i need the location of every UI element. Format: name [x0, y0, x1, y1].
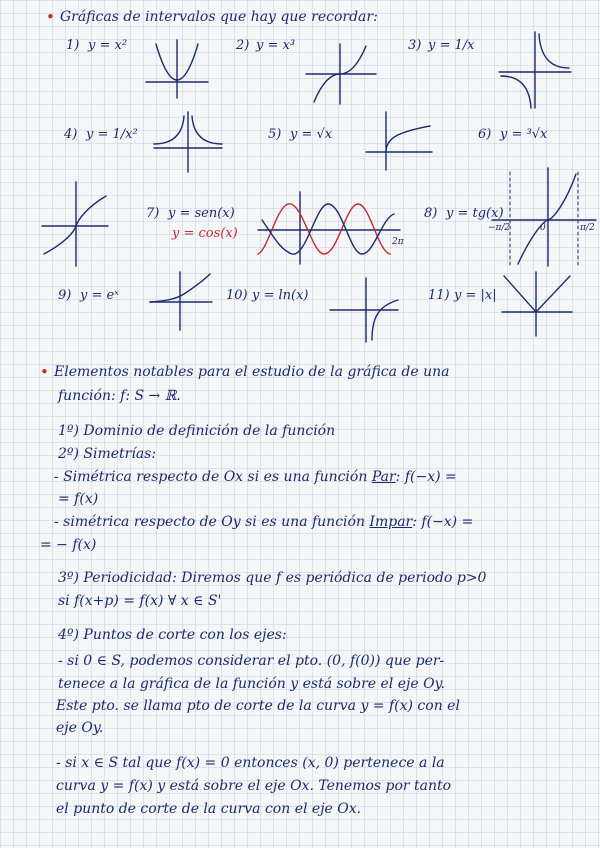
item-number: 1): [66, 38, 80, 53]
periodicity-cont: si f(x+p) = f(x) ∀ x ∈ S': [58, 593, 222, 609]
formula-sin: y = sen(x): [168, 206, 235, 221]
point-symmetry: 2º) Simetrías:: [58, 446, 157, 462]
formula-x3: y = x³: [256, 38, 296, 53]
intercept-oy-text: Este pto. se llama pto de corte de la curva y = f(x) con el: [56, 698, 460, 714]
label-2pi: 2π: [392, 237, 404, 247]
formula-cos: y = cos(x): [172, 226, 238, 241]
item-number: 7): [146, 206, 160, 221]
bullet: •: [46, 8, 55, 26]
label-neg-half-pi: −π/2: [488, 223, 511, 233]
item-number: 10): [226, 288, 248, 303]
symmetry-odd-cont: = − f(x): [40, 537, 97, 553]
section-title: Gráficas de intervalos que hay que recordar:: [60, 9, 378, 25]
point-intercepts: 4º) Puntos de corte con los ejes:: [58, 627, 287, 643]
section-title-cont: función: f: S → ℝ.: [58, 388, 181, 404]
intercept-ox-text: el punto de corte de la curva con el eje Ox.: [56, 801, 362, 817]
item-number: 3): [408, 38, 422, 53]
graph-cubic: [300, 44, 380, 106]
graph-tangent: [488, 168, 598, 268]
formula-exp: y = eˣ: [80, 288, 119, 303]
graph-hyperbola: [495, 30, 575, 110]
symmetry-odd-line: - simétrica respecto de Oy si es una función Impar: f(−x) =: [54, 514, 474, 530]
graph-cbrt: [40, 182, 110, 268]
intercept-ox-text: curva y = f(x) y está sobre el eje Ox. Tenemos por tanto: [56, 778, 452, 794]
graph-sqrt: [362, 112, 436, 172]
symmetry-even-line: - Simétrica respecto de Ox si es una función Par: f(−x) =: [54, 469, 457, 485]
formula-cbrt: y = ³√x: [500, 127, 548, 142]
graph-parabola: [142, 40, 212, 100]
graph-exp: [146, 272, 216, 332]
item-number: 4): [64, 127, 78, 142]
formula-1-over-x: y = 1/x: [428, 38, 475, 53]
graph-abs: [498, 272, 576, 338]
graph-sin-cos: [258, 188, 418, 268]
intercept-oy-text: - si 0 ∈ S, podemos considerar el pto. (0, f(0)) que per-: [58, 653, 445, 669]
graph-ln: [326, 278, 402, 344]
point-domain: 1º) Dominio de definición de la función: [58, 423, 336, 439]
formula-ln: y = ln(x): [252, 288, 309, 303]
intercept-oy-text: tenece a la gráfica de la función y está sobre el eje Oy.: [58, 676, 446, 692]
label-half-pi: π/2: [580, 223, 595, 233]
formula-1-over-x2: y = 1/x²: [86, 127, 138, 142]
label-zero: 0: [540, 223, 546, 233]
section-title: Elementos notables para el estudio de la gráfica de una: [54, 364, 450, 380]
formula-sqrt: y = √x: [290, 127, 333, 142]
item-number: 8): [424, 206, 438, 221]
formula-abs: y = |x|: [454, 288, 497, 303]
graph-inverse-square: [150, 112, 226, 174]
formula-x2: y = x²: [88, 38, 128, 53]
item-number: 6): [478, 127, 492, 142]
formula-tan: y = tg(x): [446, 206, 504, 221]
intercept-ox-text: - si x ∈ S tal que f(x) = 0 entonces (x, 0) pertenece a la: [56, 755, 445, 771]
item-number: 11): [428, 288, 450, 303]
symmetry-even-cont: = f(x): [58, 491, 99, 507]
bullet: •: [40, 363, 49, 381]
intercept-oy-text: eje Oy.: [56, 720, 104, 736]
point-periodicity: 3º) Periodicidad: Diremos que f es periódica de periodo p>0: [58, 570, 487, 586]
item-number: 2): [236, 38, 250, 53]
item-number: 9): [58, 288, 72, 303]
item-number: 5): [268, 127, 282, 142]
